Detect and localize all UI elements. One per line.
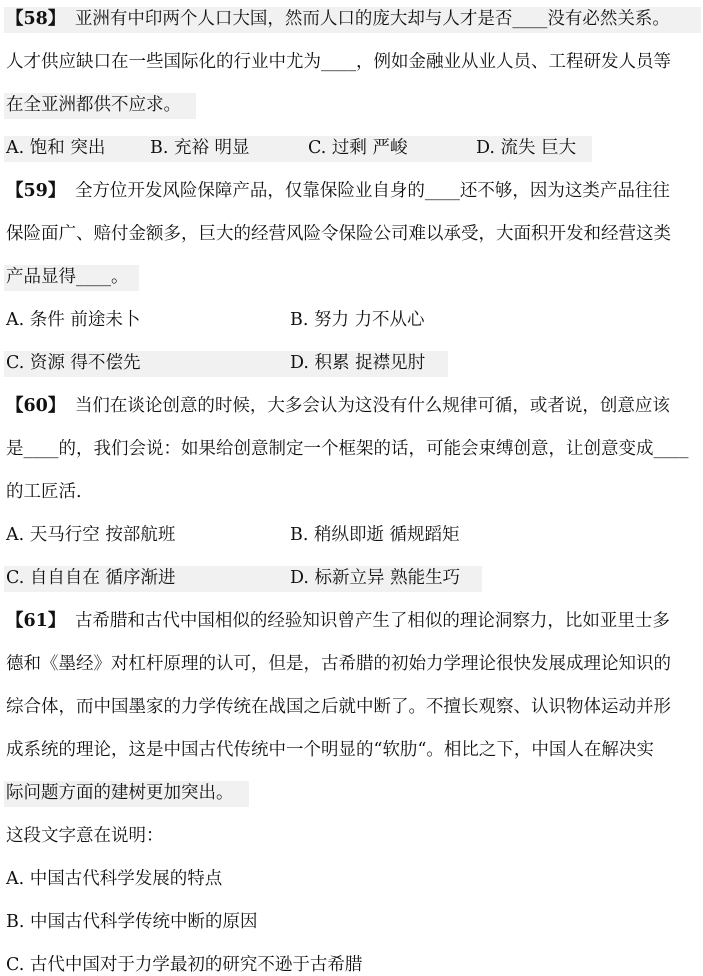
q58-options	[6, 137, 697, 159]
q59-number: 【59】	[6, 181, 66, 201]
q60-line-1	[6, 395, 697, 417]
q61-line-2	[6, 653, 697, 675]
q59-option-b: B. 努力 力不从心	[290, 310, 425, 330]
q61-line-3	[6, 696, 697, 718]
q61-number: 【61】	[6, 611, 66, 631]
q59-stem-3: 产品显得____。	[6, 267, 129, 287]
q61-prompt: 这段文字意在说明：	[6, 826, 164, 846]
q61-stem-5: 际问题方面的建树更加突出。	[6, 783, 234, 803]
q60-number: 【60】	[6, 396, 66, 416]
q59-stem-2: 保险面广、赔付金额多，巨大的经营风险令保险公司难以承受，大面积开发和经营这类	[6, 224, 671, 244]
q60-stem-3: 的工匠活.	[6, 482, 82, 502]
q59-line-1	[6, 180, 697, 202]
q59-stem-1: 全方位开发风险保障产品，仅靠保险业自身的____还不够，因为这类产品往往	[74, 181, 670, 201]
q60-options-cd	[6, 567, 697, 589]
q59-line-2	[6, 223, 697, 245]
q60-line-2	[6, 438, 697, 460]
q61-stem-2: 德和《墨经》对杠杆原理的认可，但是，古希腊的初始力学理论很快发展成理论知识的	[6, 654, 671, 674]
q58-option-b: B. 充裕 明显	[150, 138, 250, 158]
q61-line-5	[6, 782, 697, 804]
q58-stem-1: 亚洲有中印两个人口大国，然而人口的庞大却与人才是否____没有必然关系。	[74, 9, 670, 29]
q61-option-a-line	[6, 868, 697, 890]
q61-option-a: A. 中国古代科学发展的特点	[6, 869, 223, 889]
q58-number: 【58】	[6, 9, 66, 29]
q58-option-a: A. 饱和 突出	[6, 138, 106, 158]
q58-line-2	[6, 51, 697, 73]
q60-option-a: A. 天马行空 按部航班	[6, 525, 176, 545]
q61-stem-3: 综合体，而中国墨家的力学传统在战国之后就中断了。不擅长观察、认识物体运动并形	[6, 697, 671, 717]
q60-stem-1: 当们在谈论创意的时候，大多会认为这没有什么规律可循，或者说，创意应该	[74, 396, 670, 416]
q61-option-c-line	[6, 954, 697, 976]
q61-option-b: B. 中国古代科学传统中断的原因	[6, 912, 258, 932]
q59-option-d: D. 积累 捉襟见肘	[290, 353, 426, 373]
q58-stem-2: 人才供应缺口在一些国际化的行业中尤为____，例如金融业从业人员、工程研发人员等	[6, 52, 671, 72]
q60-stem-2: 是____的，我们会说：如果给创意制定一个框架的话，可能会束缚创意，让创意变成____	[6, 439, 689, 459]
q61-stem-4: 成系统的理论，这是中国古代传统中一个明显的“软肋“。相比之下，中国人在解决实	[6, 740, 654, 760]
q58-option-c: C. 过剩 严峻	[308, 138, 408, 158]
q61-option-b-line	[6, 911, 697, 933]
q61-stem-1: 古希腊和古代中国相似的经验知识曾产生了相似的理论洞察力，比如亚里士多	[74, 611, 670, 631]
q58-line-1	[6, 8, 697, 30]
q61-option-c: C. 古代中国对于力学最初的研究不逊于古希腊	[6, 955, 363, 975]
q60-line-3	[6, 481, 697, 503]
q58-option-d: D. 流失 巨大	[476, 138, 577, 158]
q61-prompt-line	[6, 825, 697, 847]
q59-options-cd	[6, 352, 697, 374]
q61-line-1	[6, 610, 697, 632]
q58-line-3	[6, 94, 697, 116]
q58-stem-3: 在全亚洲都供不应求。	[6, 95, 181, 115]
q60-option-c: C. 自自自在 循序渐进	[6, 568, 176, 588]
q61-line-4	[6, 739, 697, 761]
q59-option-a: A. 条件 前途未卜	[6, 310, 141, 330]
q60-option-d: D. 标新立异 熟能生巧	[290, 568, 461, 588]
q59-option-c: C. 资源 得不偿先	[6, 353, 141, 373]
q60-option-b: B. 稍纵即逝 循规蹈矩	[290, 525, 460, 545]
q60-options-ab	[6, 524, 697, 546]
q59-options-ab	[6, 309, 697, 331]
q59-line-3	[6, 266, 697, 288]
